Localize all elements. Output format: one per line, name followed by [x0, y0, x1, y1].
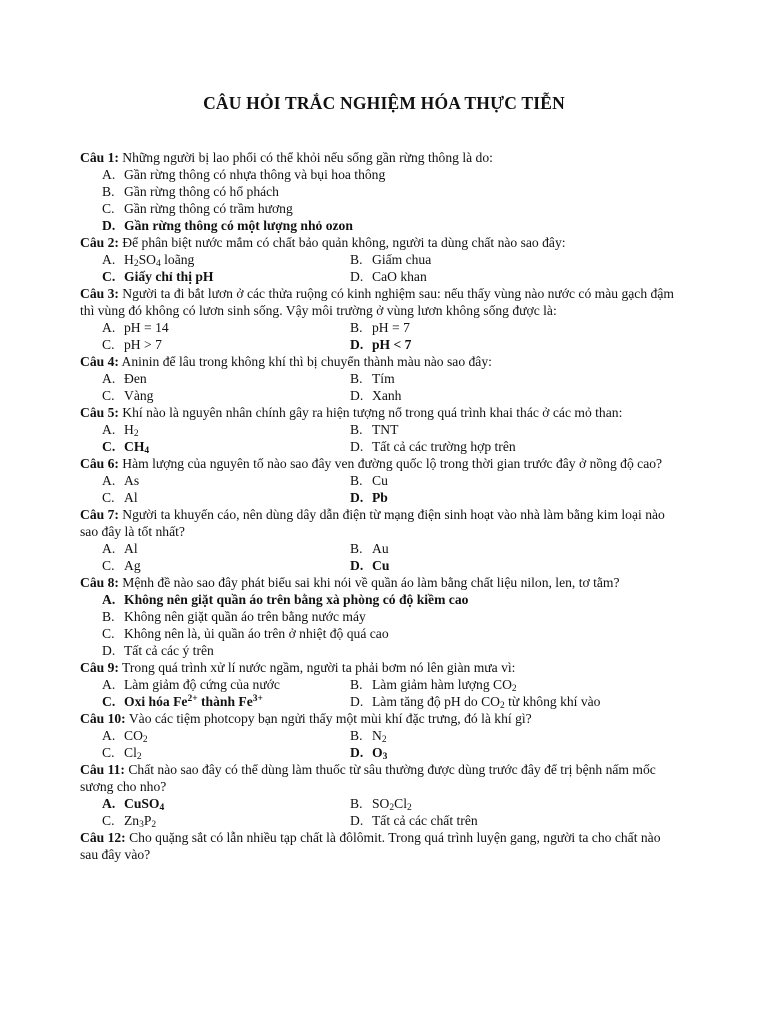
- answer-option-b: [350, 795, 602, 812]
- answer-option-c: [102, 812, 350, 829]
- question-label: Câu 6:: [80, 456, 119, 471]
- option-text: $H_2$: [124, 422, 139, 439]
- question-stem: [80, 829, 680, 863]
- answer-options: [102, 540, 680, 574]
- option-text: $CO_2$: [124, 728, 148, 745]
- option-letter: C.: [102, 490, 115, 505]
- option-letter: C.: [102, 626, 115, 641]
- option-letter: A.: [102, 473, 116, 488]
- answer-option-d: [102, 217, 602, 234]
- option-letter: B.: [350, 320, 363, 335]
- option-text: Tất cả các trường hợp trên: [372, 439, 516, 454]
- question-list: [80, 149, 680, 863]
- answer-option-a: [102, 251, 350, 268]
- question-3: [80, 285, 680, 353]
- option-text: Gần rừng thông có nhựa thông và bụi hoa thông: [124, 167, 386, 182]
- option-letter: B.: [350, 473, 363, 488]
- answer-option-b: [350, 319, 602, 336]
- question-text: Hàm lượng của nguyên tố nào sao đây ven đường quốc lộ trong thời gian trước đây ở nồng độ cao?: [118, 456, 663, 471]
- option-letter: D.: [350, 269, 364, 284]
- question-10: [80, 710, 680, 761]
- answer-option-d: [350, 812, 602, 829]
- option-letter: C.: [102, 439, 116, 454]
- answer-option-b: [350, 540, 602, 557]
- option-text: Xanh: [372, 388, 402, 403]
- option-letter: D.: [350, 813, 364, 828]
- option-text: Au: [372, 541, 389, 556]
- option-letter: C.: [102, 694, 116, 709]
- question-label: Câu 10:: [80, 711, 126, 726]
- option-text: Làm giảm hàm lượng $CO_2$: [372, 677, 517, 694]
- answer-option-b: [350, 251, 602, 268]
- option-text: Gần rừng thông có trầm hương: [124, 201, 293, 216]
- question-stem: [80, 574, 680, 591]
- page-title: CÂU HỎI TRẮC NGHIỆM HÓA THỰC TIỄN: [203, 93, 565, 113]
- question-stem: [80, 234, 680, 251]
- option-text: pH = 14: [124, 320, 169, 335]
- option-letter: D.: [350, 337, 364, 352]
- option-text: $N_2$: [372, 728, 387, 745]
- answer-options: [102, 727, 680, 761]
- option-letter: B.: [102, 609, 115, 624]
- option-text: $CH_4$: [124, 439, 150, 456]
- option-letter: D.: [350, 694, 364, 709]
- answer-options: [102, 421, 680, 455]
- answer-option-a: [102, 166, 602, 183]
- option-letter: A.: [102, 320, 116, 335]
- answer-options: [102, 591, 680, 659]
- question-text: Người ta đi bắt lươn ở các thửa ruộng có kinh nghiệm sau: nếu thấy vùng nào nước có màu gạch đậm thì vùng đó không có lươn sinh sống. Vậy môi trường ở vùng lươn không sống được là:: [80, 286, 674, 318]
- answer-option-b: [350, 472, 602, 489]
- answer-option-c: [102, 693, 350, 710]
- answer-option-c: [102, 489, 350, 506]
- question-6: [80, 455, 680, 506]
- option-letter: A.: [102, 422, 116, 437]
- option-text: As: [124, 473, 140, 488]
- option-letter: A.: [102, 167, 116, 182]
- answer-options: [102, 795, 680, 829]
- question-stem: [80, 353, 680, 370]
- answer-options: [102, 319, 680, 353]
- option-text: $Zn_3P_2$: [124, 813, 157, 830]
- option-text: pH < 7: [372, 337, 412, 352]
- option-text: Giấm chua: [372, 252, 432, 267]
- option-text: Cu: [372, 473, 388, 488]
- question-label: Câu 7:: [80, 507, 119, 522]
- answer-options: [102, 251, 680, 285]
- option-text: $O_3$: [372, 745, 388, 762]
- answer-option-b: [350, 421, 602, 438]
- option-letter: A.: [102, 592, 116, 607]
- question-label: Câu 1:: [80, 150, 119, 165]
- question-stem: [80, 455, 680, 472]
- option-text: TNT: [372, 422, 399, 437]
- option-letter: A.: [102, 677, 116, 692]
- option-text: Không nên giặt quần áo trên bằng xà phòng có độ kiềm cao: [124, 592, 469, 607]
- option-text: CaO khan: [372, 269, 427, 284]
- option-text: Pb: [372, 490, 388, 505]
- option-letter: A.: [102, 252, 116, 267]
- question-label: Câu 3:: [80, 286, 119, 301]
- option-letter: A.: [102, 728, 116, 743]
- option-letter: B.: [350, 252, 363, 267]
- question-11: [80, 761, 680, 829]
- question-2: [80, 234, 680, 285]
- question-text: Vào các tiệm photcopy bạn ngửi thấy một mùi khí đặc trưng, đó là khí gì?: [125, 711, 532, 726]
- answer-options: [102, 166, 680, 234]
- answer-option-a: [102, 795, 350, 812]
- answer-option-d: [350, 336, 602, 353]
- question-text: Cho quặng sắt có lẫn nhiều tạp chất là đôlômit. Trong quá trình luyện gang, người ta cho chất nào sau đây vào?: [80, 830, 661, 862]
- answer-option-b: [350, 676, 602, 693]
- option-text: Không nên là, ủi quần áo trên ở nhiệt độ quá cao: [124, 626, 389, 641]
- answer-option-d: [102, 642, 602, 659]
- question-text: Mệnh đề nào sao đây phát biểu sai khi nói về quần áo làm bằng chất liệu nilon, len, tơ tằm?: [118, 575, 620, 590]
- option-letter: B.: [350, 422, 363, 437]
- question-4: [80, 353, 680, 404]
- question-label: Câu 9:: [80, 660, 119, 675]
- option-letter: C.: [102, 337, 115, 352]
- answer-option-a: [102, 540, 350, 557]
- question-stem: [80, 659, 680, 676]
- answer-option-a: [102, 676, 350, 693]
- option-letter: D.: [350, 388, 364, 403]
- question-text: Để phân biệt nước mắm có chất bảo quản không, người ta dùng chất nào sao đây:: [118, 235, 566, 250]
- option-letter: D.: [350, 490, 364, 505]
- option-text: Tất cả các chất trên: [372, 813, 478, 828]
- answer-option-d: [350, 557, 602, 574]
- answer-option-c: [102, 268, 350, 285]
- option-text: Tất cả các ý trên: [124, 643, 214, 658]
- option-text: Vàng: [124, 388, 154, 403]
- question-label: Câu 5:: [80, 405, 119, 420]
- answer-option-d: [350, 268, 602, 285]
- option-text: Đen: [124, 371, 147, 386]
- option-letter: B.: [350, 677, 363, 692]
- option-text: CuSO$_4$: [124, 796, 165, 813]
- option-text: pH > 7: [124, 337, 162, 352]
- answer-option-a: [102, 370, 350, 387]
- option-letter: C.: [102, 745, 115, 760]
- option-text: Không nên giặt quần áo trên bằng nước máy: [124, 609, 366, 624]
- question-8: [80, 574, 680, 659]
- option-letter: B.: [350, 728, 363, 743]
- question-1: [80, 149, 680, 234]
- question-label: Câu 4:: [80, 354, 119, 369]
- question-text: Những người bị lao phổi có thể khỏi nếu sống gần rừng thông là do:: [118, 150, 493, 165]
- option-letter: C.: [102, 201, 115, 216]
- answer-options: [102, 370, 680, 404]
- answer-option-a: [102, 727, 350, 744]
- option-letter: D.: [102, 643, 116, 658]
- option-letter: D.: [350, 558, 364, 573]
- answer-option-d: [350, 489, 602, 506]
- option-text: Giấy chỉ thị pH: [124, 269, 214, 284]
- answer-option-a: [102, 319, 350, 336]
- option-text: Ag: [124, 558, 141, 573]
- option-letter: C.: [102, 269, 116, 284]
- answer-option-c: [102, 625, 602, 642]
- question-text: Chất nào sao đây có thể dùng làm thuốc từ sâu thường được dùng trước đây để trị bệnh nấm mốc sương cho nho?: [80, 762, 656, 794]
- option-letter: D.: [350, 439, 364, 454]
- option-text: $SO_2Cl_2$: [372, 796, 412, 813]
- option-text: Làm giảm độ cứng của nước: [124, 677, 280, 692]
- question-9: [80, 659, 680, 710]
- question-label: Câu 2:: [80, 235, 119, 250]
- option-text: Al: [124, 541, 138, 556]
- option-text: pH = 7: [372, 320, 410, 335]
- answer-option-c: [102, 336, 350, 353]
- question-12: [80, 829, 680, 863]
- option-text: Oxi hóa $Fe^{2+}$ thành $Fe^{3+}$: [124, 694, 263, 709]
- option-letter: B.: [350, 796, 363, 811]
- option-text: Làm tăng độ pH do $CO_2$ từ không khí vào: [372, 694, 601, 711]
- question-stem: [80, 710, 680, 727]
- question-stem: [80, 506, 680, 540]
- option-letter: C.: [102, 813, 115, 828]
- option-letter: C.: [102, 388, 115, 403]
- question-label: Câu 11:: [80, 762, 125, 777]
- option-letter: A.: [102, 541, 116, 556]
- answer-option-a: [102, 472, 350, 489]
- answer-option-b: [350, 370, 602, 387]
- question-stem: [80, 761, 680, 795]
- option-letter: A.: [102, 796, 116, 811]
- option-text: $Cl_2$: [124, 745, 142, 762]
- answer-option-c: [102, 200, 602, 217]
- answer-option-d: [350, 693, 602, 710]
- answer-option-b: [102, 608, 602, 625]
- option-text: $H_2SO_4$ loãng: [124, 252, 195, 269]
- answer-option-c: [102, 387, 350, 404]
- answer-option-d: [350, 438, 602, 455]
- answer-option-b: [350, 727, 602, 744]
- option-letter: B.: [350, 541, 363, 556]
- option-text: Gần rừng thông có hổ phách: [124, 184, 279, 199]
- question-text: Trong quá trình xử lí nước ngầm, người ta phải bơm nó lên giàn mưa vì:: [118, 660, 516, 675]
- question-stem: [80, 285, 680, 319]
- question-text: Khí nào là nguyên nhân chính gây ra hiện tượng nổ trong quá trình khai thác ở các mỏ than:: [118, 405, 623, 420]
- question-stem: [80, 404, 680, 421]
- question-stem: [80, 149, 680, 166]
- answer-option-c: [102, 744, 350, 761]
- answer-option-a: [102, 591, 602, 608]
- question-text: Aninin để lâu trong không khí thì bị chuyển thành màu nào sao đây:: [118, 354, 492, 369]
- question-label: Câu 8:: [80, 575, 119, 590]
- option-letter: B.: [102, 184, 115, 199]
- answer-option-b: [102, 183, 602, 200]
- answer-options: [102, 676, 680, 710]
- answer-option-a: [102, 421, 350, 438]
- option-letter: D.: [350, 745, 364, 760]
- answer-option-d: [350, 387, 602, 404]
- option-text: Gần rừng thông có một lượng nhỏ ozon: [124, 218, 353, 233]
- question-7: [80, 506, 680, 574]
- option-letter: C.: [102, 558, 115, 573]
- question-5: [80, 404, 680, 455]
- answer-option-c: [102, 557, 350, 574]
- question-text: Người ta khuyến cáo, nên dùng dây dẫn điện từ mạng điện sinh hoạt vào nhà làm bằng kim loại nào sao đây là tốt nhất?: [80, 507, 665, 539]
- answer-options: [102, 472, 680, 506]
- option-text: Al: [124, 490, 138, 505]
- option-letter: B.: [350, 371, 363, 386]
- option-letter: D.: [102, 218, 116, 233]
- option-letter: A.: [102, 371, 116, 386]
- question-label: Câu 12:: [80, 830, 126, 845]
- option-text: Cu: [372, 558, 390, 573]
- answer-option-c: [102, 438, 350, 455]
- option-text: Tím: [372, 371, 395, 386]
- answer-option-d: [350, 744, 602, 761]
